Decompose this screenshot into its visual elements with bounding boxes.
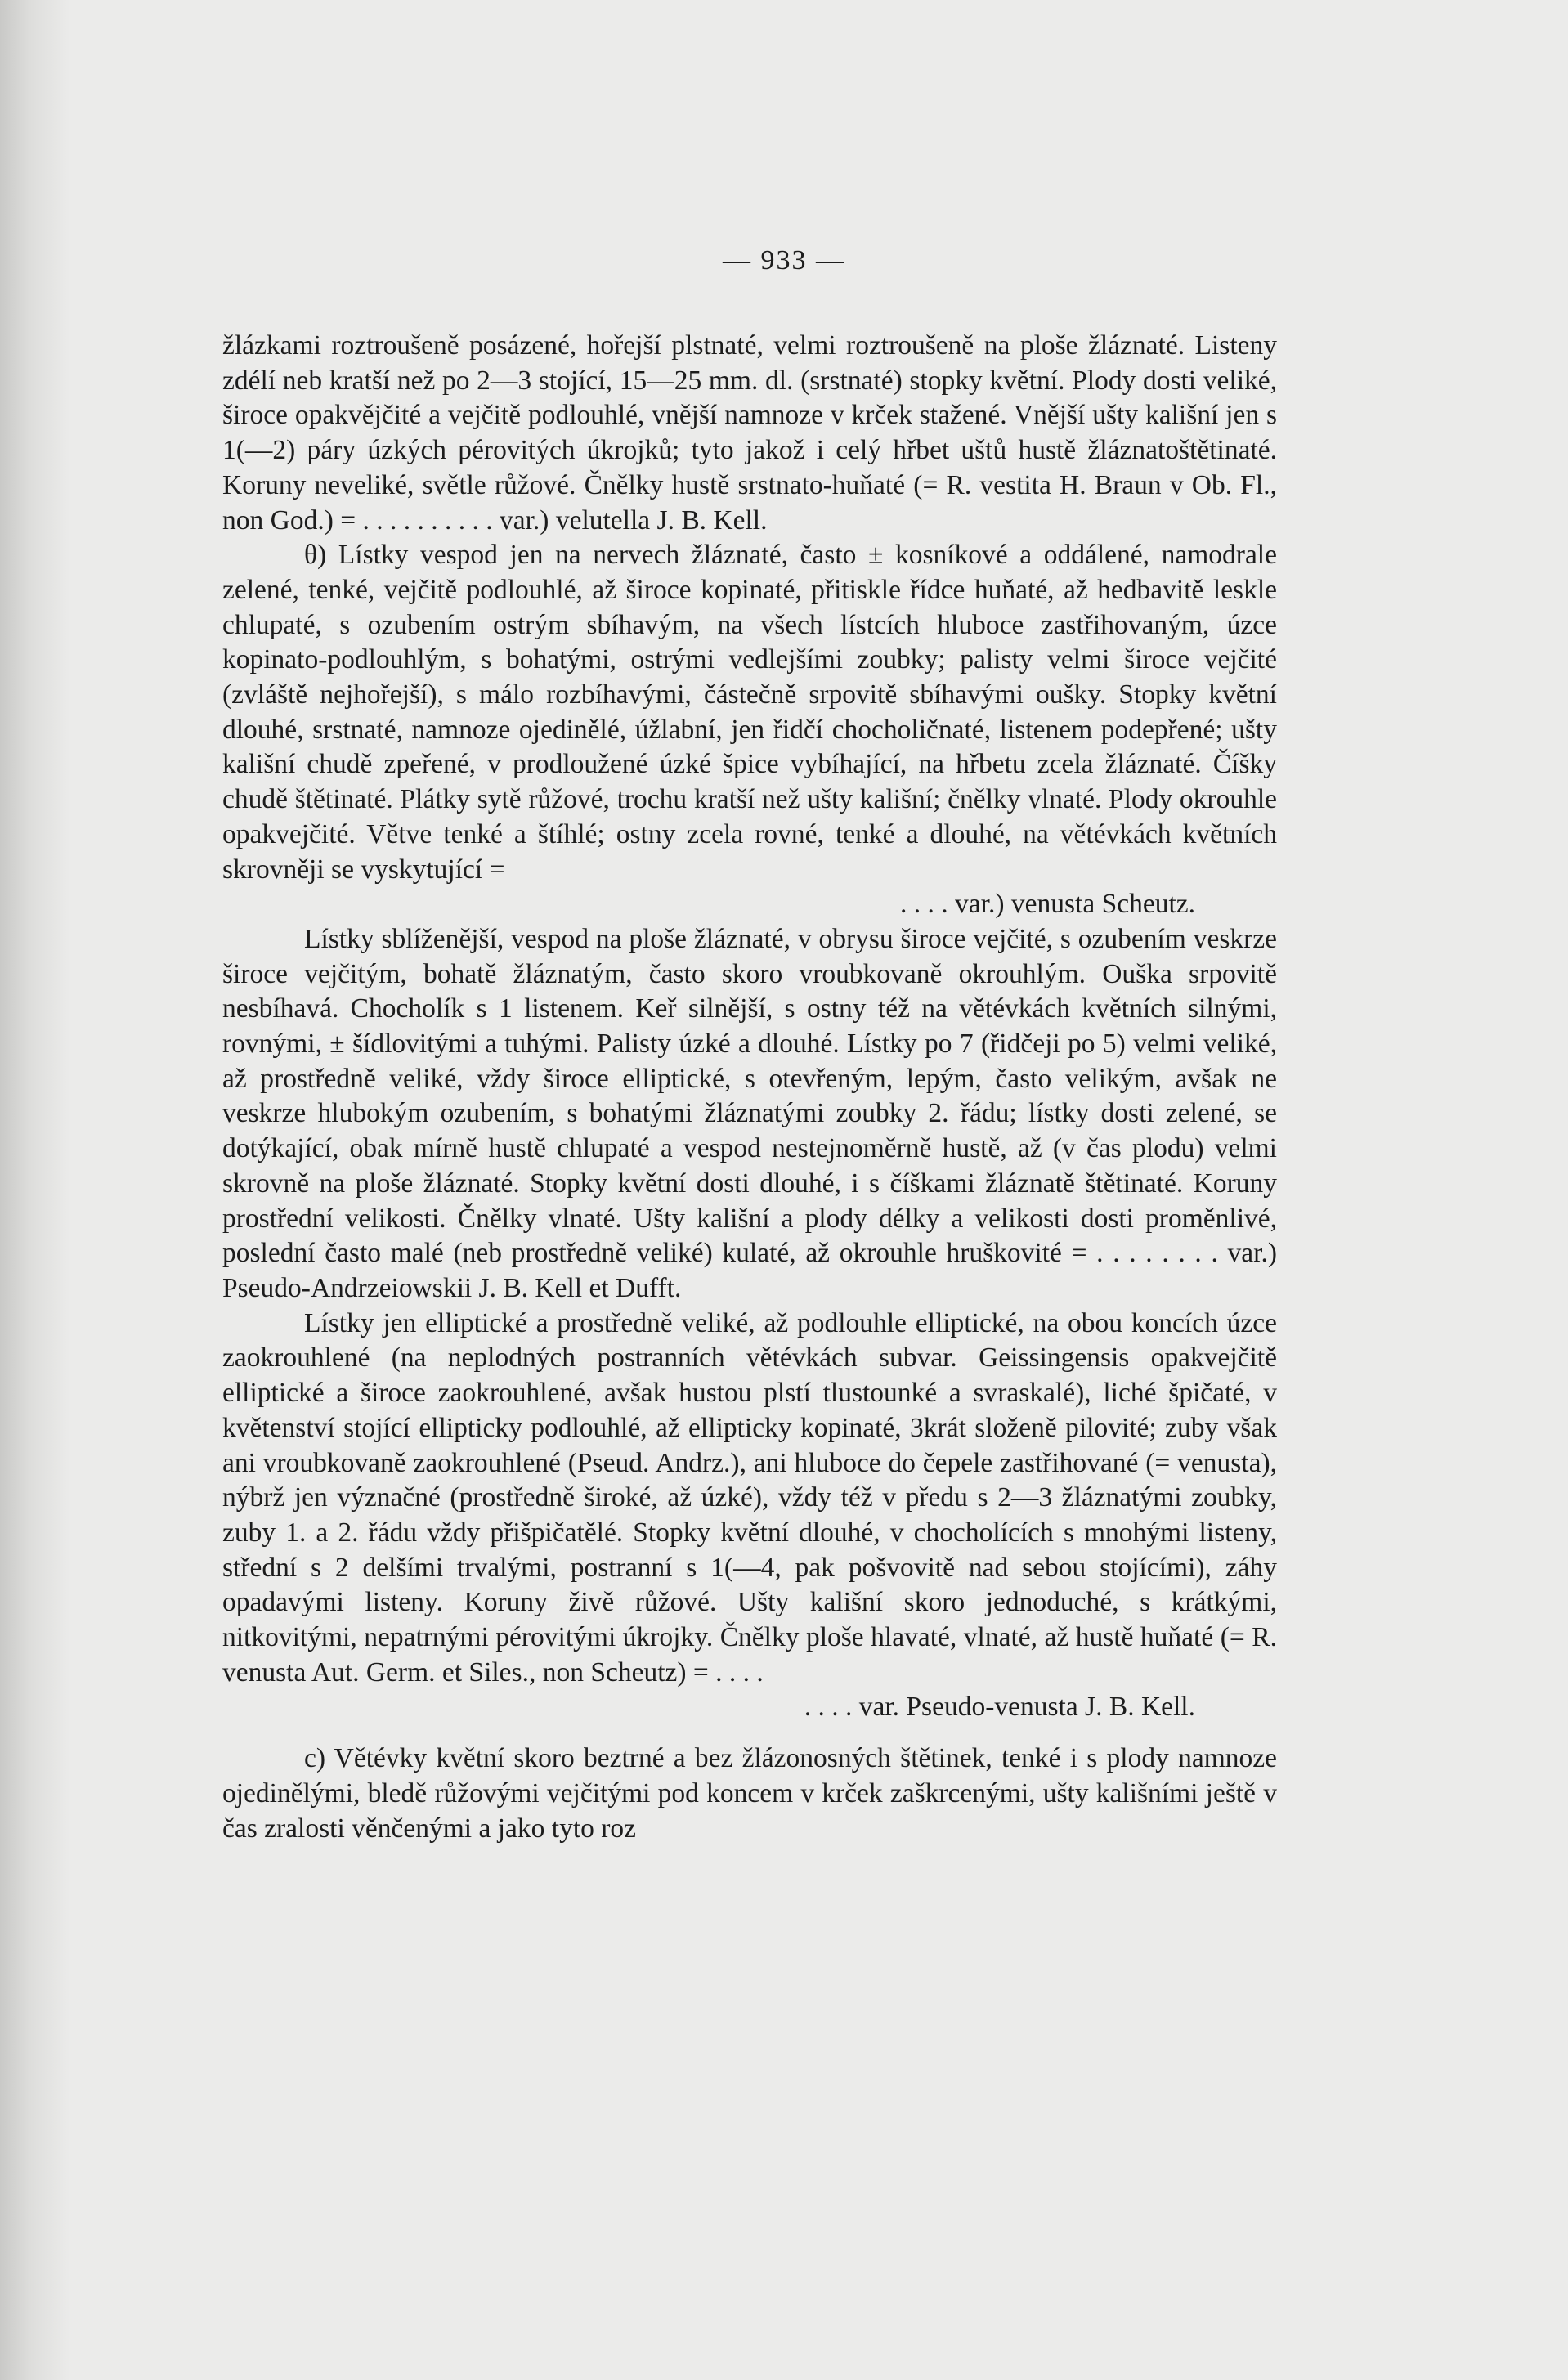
paragraph-theta-tail: . . . . var.) venusta Scheutz.: [900, 889, 1195, 920]
paragraph-listky-sblizenejsi: Lístky sblíženější, vespod na ploše žláznaté, v obrysu široce vejčité, s ozubením veskrze široce vejčitým, bohatě žláznatým, často skoro vroubkovaně okrouhlým. Ouška srpovitě nesbíhavá. Chocholík s 1 listenem. Keř silnější, s ostny též na větévkách květních silnými, rovnými, ± šídlovitými a tuhými. Palisty úzké a dlouhé. Lístky po 7 (řidčeji po 5) velmi veliké, až prostředně veliké, vždy široce elliptické, s otevřeným, lepým, často velikým, avšak ne veskrze hlubokým ozubením, s bohatými žláznatými zoubky 2. řádu; lístky dosti zelené, se dotýkající, obak mírně hustě chlupaté a vespod nestejnoměrně hustě, až (v čas plodu) velmi skrovně na ploše žláznaté. Stopky květní dosti dlouhé, i s číškami žláznatě štětinaté. Koruny prostřední velikosti. Čnělky vlnaté. Ušty kališní a plody délky a velikosti dosti proměnlivé, poslední často malé (neb prostředně veliké) kulaté, až okrouhle hruškovité = . . . . . . . . var.) Pseudo-Andrzeiowskii J. B. Kell et Dufft.: [222, 923, 1277, 1303]
paragraph-theta: θ) Lístky vespod jen na nervech žláznaté, často ± kosníkové a oddálené, namodrale zelené, tenké, vejčitě podlouhlé, až široce kopinaté, přitiskle řídce huňaté, až hedbavitě leskle chlupaté, s ozubením ostrým sbíhavým, na všech lístcích hluboce zastřihovaným, úzce kopinato-podlouhlým, s bohatými, ostrými vedlejšími zoubky; palisty velmi široce vejčité (zvláště nejhořejší), s málo rozbíhavými, částečně srpovitě sbíhavými oušky. Stopky květní dlouhé, srstnaté, namnoze ojedinělé, úžlabní, jen řidčí chocholičnaté, listenem podepřené; ušty kališní chudě zpeřené, v prodloužené úzké špice vybíhající, na hřbetu zcela žláznaté. Číšky chudě štětinaté. Plátky sytě růžové, trochu kratší než ušty kališní; čnělky vlnaté. Plody okrouhle opakvejčité. Větve tenké a štíhlé; ostny zcela rovné, tenké a dlouhé, na větévkách květních skrovněji se vyskytující =: [222, 540, 1277, 885]
scan-page-edge: [0, 0, 70, 2380]
paragraph-section-c: c) Větévky květní skoro beztrné a bez žlázonosných štětinek, tenké i s plody namnoze ojedinělými, bledě růžovými vejčitými pod koncem v krček zaškrcenými, ušty kališními ještě v čas zralosti věnčenými a jako tyto roz: [222, 1743, 1277, 1844]
paragraph-listky-jen-elliptické-tail: . . . . var. Pseudo-venusta J. B. Kell.: [804, 1692, 1195, 1723]
body-text: [222, 329, 1277, 1846]
paragraph-continuation: žlázkami roztroušeně posázené, hořejší plstnaté, velmi roztroušeně na ploše žláznaté. Listeny zdélí neb kratší než po 2—3 stojící, 15—25 mm. dl. (srstnaté) stopky květní. Plody dosti veliké, široce opakvějčité a vejčitě podlouhlé, vnější namnoze v krček stažené. Vnější ušty kališní jen s 1(—2) páry úzkých pérovitých úkrojků; tyto jakož i celý hřbet uštů hustě žláznatoštětinaté. Koruny neveliké, světle růžové. Čnělky hustě srstnato-huňaté (= R. vestita H. Braun v Ob. Fl., non God.) = . . . . . . . . . . var.) velutella J. B. Kell.: [222, 330, 1277, 536]
page-number: — 933 —: [723, 245, 845, 276]
paragraph-listky-jen-elliptické: Lístky jen elliptické a prostředně veliké, až podlouhle elliptické, na obou koncích úzce zaokrouhlené (na neplodných postranních větévkách subvar. Geissingensis opakvejčitě elliptické a široce zaokrouhlené, avšak hustou plstí tlustounké a svraskalé), liché špičaté, v květenství stojící ellipticky podlouhlé, až ellipticky kopinaté, 3krát složeně pilovité; zuby však ani vroubkovaně zaokrouhlené (Pseud. Andrz.), ani hluboce do čepele zastřihované (= venusta), nýbrž jen význačné (prostředně široké, až úzké), vždy též v předu s 2—3 žláznatými zoubky, zuby 1. a 2. řádu vždy přišpičatělé. Stopky květní dlouhé, v chocholících s mnohými listeny, střední s 2 delšími trvalými, postranní s 1(—4, pak pošvovitě nad sebou stojícími), záhy opadavými listeny. Koruny živě růžové. Ušty kališní skoro jednoduché, s krátkými, nitkovitými, nepatrnými pérovitými úkrojky. Čnělky ploše hlavaté, vlnaté, až hustě huňaté (= R. venusta Aut. Germ. et Siles., non Scheutz) = . . . .: [222, 1307, 1277, 1688]
